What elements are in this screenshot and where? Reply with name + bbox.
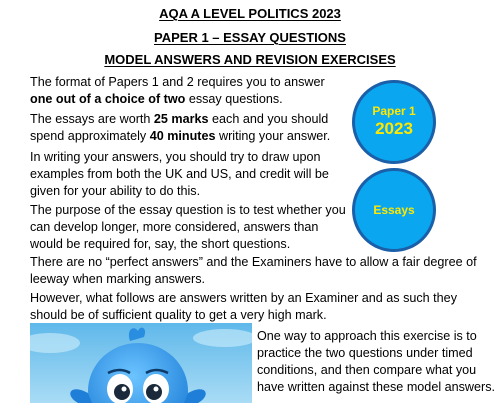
paragraph-marks-text-c: each and you should spend approximately — [30, 112, 329, 143]
badge-paper-label: Paper 1 — [372, 104, 416, 118]
paragraph-format-text-a: The format of Papers 1 and 2 requires you to answer — [30, 75, 325, 89]
paragraph-marks-text-a: The essays are worth — [30, 112, 154, 126]
paper-year-badge — [352, 80, 436, 164]
paragraph-format-text-c: essay questions. — [185, 92, 283, 106]
paragraph-examples: In writing your answers, you should try to draw upon examples from both the UK and US, and credit will be given for your ability to do this. — [30, 150, 329, 198]
badge-year-label: 2023 — [375, 119, 413, 138]
paragraph-model-answers: However, what follows are answers written by an Examiner and as such they should be of sufficient quality to get a very high mark. — [30, 291, 457, 322]
essays-badge — [352, 168, 436, 252]
doc-section-title: MODEL ANSWERS AND REVISION EXERCISES — [104, 52, 396, 67]
doc-subtitle: PAPER 1 – ESSAY QUESTIONS — [154, 30, 346, 45]
paragraph-format — [30, 74, 348, 108]
paragraph-format-bold: one out of a choice of two — [30, 92, 186, 106]
paragraph-marks — [30, 111, 335, 145]
paragraph-approach: One way to approach this exercise is to practice the two questions under timed conditions, and then compare what you have written against these model answers. — [257, 329, 496, 394]
minutes-value: 40 minutes — [149, 129, 216, 143]
cartoon-blue-bird-icon — [30, 323, 252, 403]
badge-essays-label: Essays — [373, 203, 415, 217]
bird-illustration — [30, 323, 252, 403]
paragraph-purpose: The purpose of the essay question is to test whether you can develop longer, more considered, answers than would be required for, say, the short questions. — [30, 203, 346, 251]
paragraph-leeway: There are no “perfect answers” and the Examiners have to allow a fair degree of leeway when marking answers. — [30, 255, 477, 286]
doc-title: AQA A LEVEL POLITICS 2023 — [159, 6, 341, 21]
paragraph-marks-text-e: writing your answer. — [215, 129, 331, 143]
marks-value: 25 marks — [153, 112, 209, 126]
